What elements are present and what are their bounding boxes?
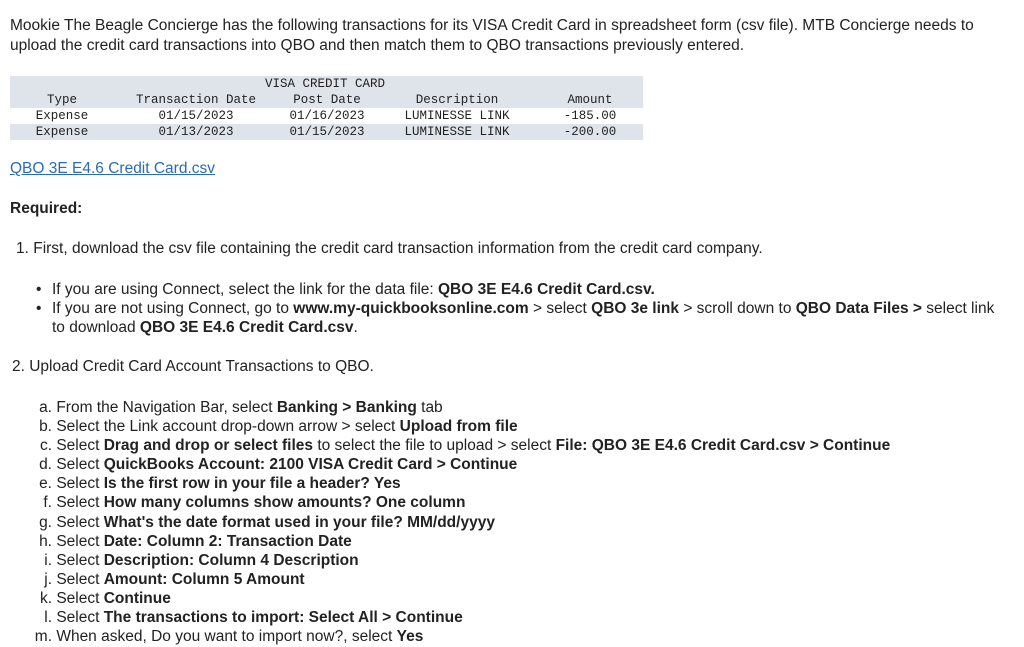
intro-paragraph: Mookie The Beagle Concierge has the following transactions for its VISA Credit Card in spreadsheet form (csv file). MTB Concierge needs to upload the credit card transactions into QBO and then match them to QBO transactions previously entered. (10, 17, 974, 54)
substep-item (34, 398, 994, 417)
cell-post-date: 01/16/2023 (289, 109, 365, 123)
header-post-date: Post Date (293, 93, 361, 107)
substep-letter: e. (39, 475, 52, 493)
substep-letter: i. (44, 551, 52, 569)
cell-transaction-date: 01/15/2023 (158, 109, 234, 123)
bold-text: Banking > Banking (276, 399, 417, 416)
bold-text: Date: Column 2: Transaction Date (103, 532, 352, 550)
table-caption: VISA CREDIT CARD (264, 77, 386, 91)
cell-amount: -200.00 (563, 125, 617, 139)
substep-item (34, 436, 994, 455)
text: From the Navigation Bar, select (56, 399, 277, 416)
header-transaction-date: Transaction Date (135, 93, 257, 107)
cell-transaction-date: 01/13/2023 (158, 125, 234, 139)
text: Select (56, 437, 104, 455)
substep-item (34, 608, 994, 627)
bold-text: Yes (396, 628, 424, 646)
step-2-text: 2. Upload Credit Card Account Transactions to QBO. (12, 358, 374, 375)
text: Select (56, 513, 104, 531)
substep-item (34, 532, 994, 551)
step-1-text: 1. First, download the csv file containing the credit card transaction information from the credit card company. (16, 240, 763, 257)
substep-letter: a. (39, 399, 52, 416)
bullet-dot: • (36, 300, 42, 317)
substep-item (34, 417, 994, 436)
table-row (10, 108, 643, 124)
text: Select (56, 475, 104, 493)
cell-amount: -185.00 (563, 109, 617, 123)
text: to select the file to upload > select (313, 437, 556, 455)
bullet-connect-plain: If you are using Connect, select the link for the data file: (52, 281, 438, 298)
text: > select (528, 300, 592, 317)
substep-letter: b. (39, 418, 52, 436)
text: Select (56, 494, 104, 512)
substep-item (34, 589, 994, 608)
bullet-connect (36, 280, 996, 299)
cell-post-date: 01/15/2023 (289, 125, 365, 139)
text: Select (56, 532, 104, 550)
text: Select the Link account drop-down arrow > select (56, 418, 400, 436)
table-header-row (10, 92, 643, 108)
bold-text: Is the first row in your file a header? Yes (103, 475, 401, 493)
text: If you are not using Connect, go to (52, 300, 294, 317)
substep-letter: m. (34, 628, 52, 646)
transactions-table (10, 76, 643, 140)
substep-letter: j. (44, 570, 52, 588)
bold-text: Amount: Column 5 Amount (103, 570, 305, 588)
substep-item (34, 474, 994, 493)
substep-item (34, 493, 994, 512)
text: Select (56, 570, 104, 588)
step-2-substeps (34, 398, 994, 646)
bold-text: QBO 3e link (591, 300, 680, 317)
substep-letter: c. (39, 437, 52, 455)
step-1-bullets (36, 280, 996, 337)
substep-letter: g. (39, 513, 52, 531)
bullet-dot: • (36, 281, 42, 298)
bullet-connect-bold: QBO 3E E4.6 Credit Card.csv. (438, 281, 655, 298)
cell-type: Expense (35, 109, 89, 123)
substep-item (34, 455, 994, 474)
text: > scroll down to (679, 300, 796, 317)
text: tab (416, 399, 443, 416)
text: Select (56, 609, 104, 627)
cell-description: LUMINESSE LINK (404, 109, 510, 123)
cell-type: Expense (35, 125, 89, 139)
bold-text: QBO 3E E4.6 Credit Card.csv (139, 319, 354, 336)
header-description: Description (415, 93, 499, 107)
substep-item (34, 570, 994, 589)
bold-text: www.my-quickbooksonline.com (293, 300, 529, 317)
substep-letter: d. (39, 456, 52, 474)
bold-text: What's the date format used in your file? MM/dd/yyyy (103, 513, 495, 531)
bold-text: Upload from file (399, 418, 518, 436)
table-row (10, 124, 643, 140)
substep-item (34, 513, 994, 532)
bold-text: Description: Column 4 Description (103, 551, 359, 569)
header-amount: Amount (567, 93, 613, 107)
substep-letter: l. (44, 609, 52, 627)
required-heading: Required: (10, 200, 83, 217)
text: select link to download (52, 300, 995, 336)
cell-description: LUMINESSE LINK (404, 125, 510, 139)
text: When asked, Do you want to import now?, select (56, 628, 397, 646)
bold-text: How many columns show amounts? One column (103, 494, 466, 512)
bullet-no-connect (36, 299, 996, 337)
header-type: Type (46, 93, 77, 107)
text: Select (56, 456, 104, 474)
text: Select (56, 589, 104, 607)
bold-text: QBO Data Files > (795, 300, 922, 317)
substep-letter: f. (43, 494, 52, 512)
table-caption-row (10, 76, 643, 92)
bullet-no-connect-text (52, 300, 994, 336)
bold-text: The transactions to import: Select All > Continue (103, 609, 463, 627)
bold-text: Drag and drop or select files (103, 437, 314, 455)
csv-file-link[interactable]: QBO 3E E4.6 Credit Card.csv (10, 160, 216, 177)
text: Select (56, 551, 104, 569)
substep-letter: h. (39, 532, 52, 550)
substep-item (34, 551, 994, 570)
text: . (353, 319, 358, 336)
substep-letter: k. (39, 589, 52, 607)
bold-text: Continue (103, 589, 171, 607)
substep-item (34, 627, 994, 646)
bold-text: File: QBO 3E E4.6 Credit Card.csv > Continue (555, 437, 891, 455)
bold-text: QuickBooks Account: 2100 VISA Credit Card > Continue (103, 456, 518, 474)
